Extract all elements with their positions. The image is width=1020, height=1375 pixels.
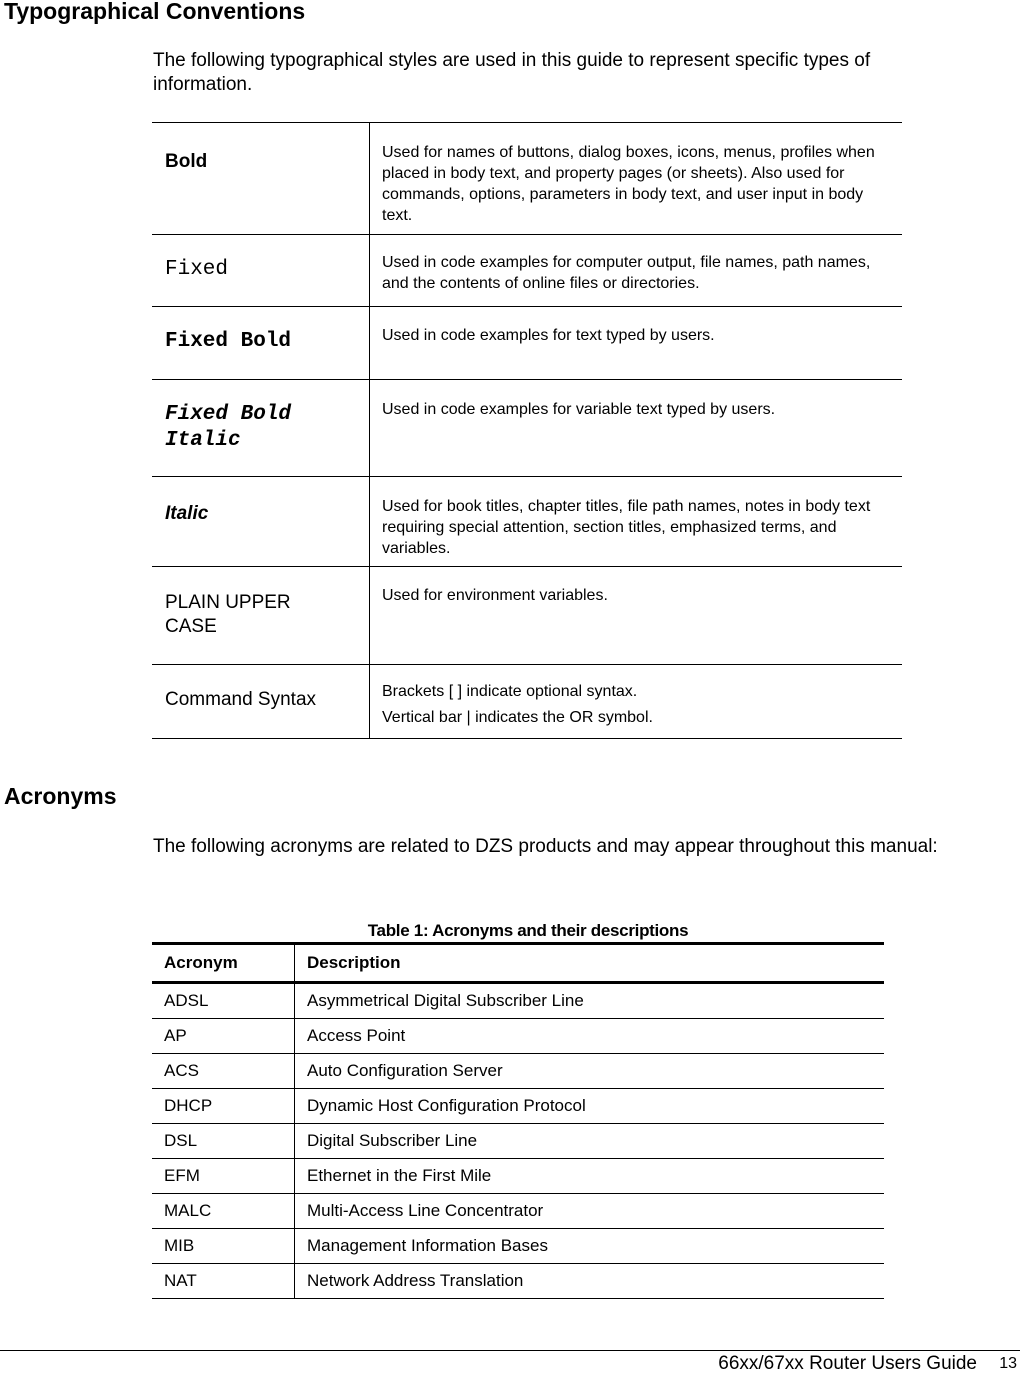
table-row xyxy=(152,1264,884,1299)
table-header-row xyxy=(152,944,884,983)
acronym-cell: ACS xyxy=(152,1054,295,1089)
conventions-row xyxy=(152,477,902,567)
conventions-row xyxy=(152,123,902,235)
table-row xyxy=(152,1194,884,1229)
acronym-cell: DSL xyxy=(152,1124,295,1159)
style-sample-italic: Italic xyxy=(165,503,209,524)
style-sample-bold: Bold xyxy=(165,151,208,172)
section-heading-typographical: Typographical Conventions xyxy=(4,0,306,24)
column-header-acronym: Acronym xyxy=(152,944,295,983)
conventions-row xyxy=(152,380,902,477)
style-sample-fixed: Fixed xyxy=(165,258,229,281)
acronym-cell: DHCP xyxy=(152,1089,295,1124)
style-description: Brackets [ ] indicate optional syntax. xyxy=(382,683,638,700)
description-cell: Auto Configuration Server xyxy=(295,1054,885,1089)
conventions-table xyxy=(152,122,902,739)
table-row xyxy=(152,1089,884,1124)
table-row xyxy=(152,1159,884,1194)
style-description: Used in code examples for text typed by users. xyxy=(382,327,715,344)
acronyms-intro: The following acronyms are related to DZS products and may appear throughout this manual: xyxy=(153,836,938,857)
description-cell: Multi-Access Line Concentrator xyxy=(295,1194,885,1229)
column-header-description: Description xyxy=(295,944,885,983)
table-row xyxy=(152,1124,884,1159)
conventions-row xyxy=(152,235,902,307)
section-heading-acronyms: Acronyms xyxy=(4,783,117,809)
style-sample-fixed-bold: Fixed Bold xyxy=(165,330,292,353)
footer-title: 66xx/67xx Router Users Guide xyxy=(718,1353,977,1374)
description-cell: Dynamic Host Configuration Protocol xyxy=(295,1089,885,1124)
description-cell: Management Information Bases xyxy=(295,1229,885,1264)
description-cell: Asymmetrical Digital Subscriber Line xyxy=(295,983,885,1019)
conventions-row xyxy=(152,567,902,665)
style-description: Used for environment variables. xyxy=(382,587,608,604)
description-cell: Access Point xyxy=(295,1019,885,1054)
acronym-cell: NAT xyxy=(152,1264,295,1299)
style-sample-fixed-bold-italic: Fixed Bold Italic xyxy=(165,403,292,452)
style-description: Used in code examples for computer output, file names, path names, and the contents of online files or directories. xyxy=(382,254,871,292)
acronyms-table xyxy=(152,942,884,1299)
style-sample-command-syntax: Command Syntax xyxy=(165,689,317,710)
table-row xyxy=(152,1054,884,1089)
description-cell: Ethernet in the First Mile xyxy=(295,1159,885,1194)
acronym-cell: MIB xyxy=(152,1229,295,1264)
style-description: Used for book titles, chapter titles, file path names, notes in body text requiring special attention, section titles, emphasized terms, and variables. xyxy=(382,498,871,557)
acronym-cell: MALC xyxy=(152,1194,295,1229)
description-cell: Network Address Translation xyxy=(295,1264,885,1299)
conventions-row xyxy=(152,307,902,380)
typographical-intro: The following typographical styles are used in this guide to represent specific types of information. xyxy=(153,50,871,95)
conventions-row xyxy=(152,665,902,739)
footer-divider xyxy=(0,1350,1020,1351)
table-row xyxy=(152,1019,884,1054)
page-number: 13 xyxy=(999,1355,1017,1372)
style-description: Vertical bar | indicates the OR symbol. xyxy=(382,709,653,726)
table-caption: Table 1: Acronyms and their descriptions xyxy=(367,921,689,940)
style-description: Used in code examples for variable text typed by users. xyxy=(382,401,776,418)
acronym-cell: EFM xyxy=(152,1159,295,1194)
acronym-cell: AP xyxy=(152,1019,295,1054)
description-cell: Digital Subscriber Line xyxy=(295,1124,885,1159)
style-description: Used for names of buttons, dialog boxes, icons, menus, profiles when placed in body text, and property pages (or sheets). Also used for commands, options, parameters in body text, and user input in body text. xyxy=(382,144,875,224)
style-sample-plain-upper-case: PLAIN UPPER CASE xyxy=(165,592,291,637)
table-row xyxy=(152,1229,884,1264)
table-row xyxy=(152,983,884,1019)
acronym-cell: ADSL xyxy=(152,983,295,1019)
